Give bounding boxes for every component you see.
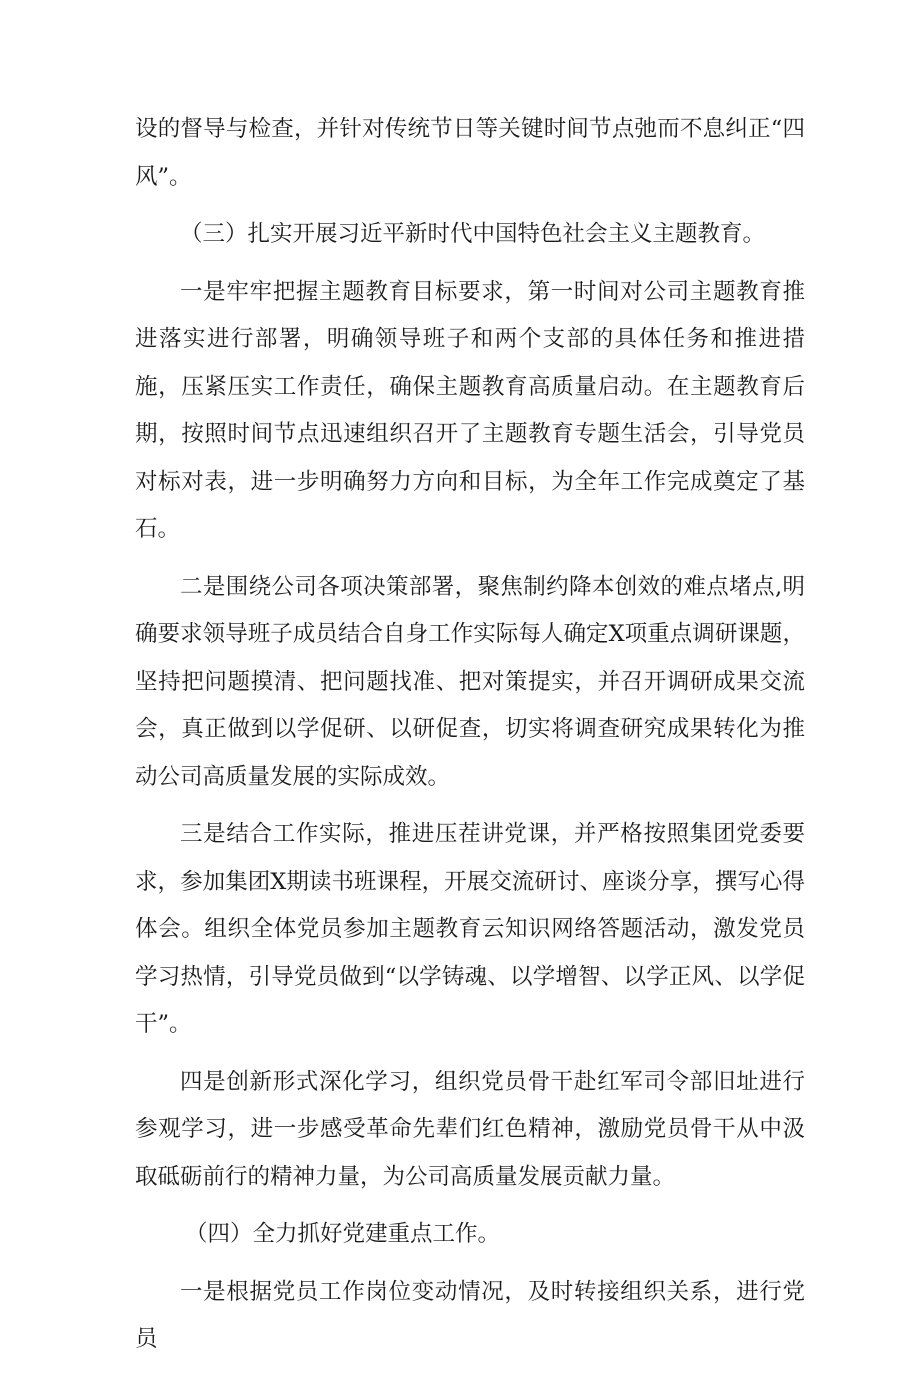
paragraph-fifth-point: 一是根据党员工作岗位变动情况，及时转接组织关系，进行党员 <box>135 1278 805 1352</box>
paragraph-third-point: 三是结合工作实际，推进压茬讲党课，并严格按照集团党委要求，参加集团X期读书班课程，开展交流研讨、座谈分享，撰写心得体会。组织全体党员参加主题教育云知识网络答题活动，激发党员学习热情，引导党员做到“以学铸魂、以学增智、以学正风、以学促干”。 <box>135 821 805 1037</box>
paragraph-second-point: 二是围绕公司各项决策部署，聚焦制约降本创效的难点堵点,明确要求领导班子成员结合自身工作实际每人确定X项重点调研课题，坚持把问题摸清、把问题找准、把对策提实，并召开调研成果交流会，真正做到以学促研、以研促查，切实将调查研究成果转化为推动公司高质量发展的实际成效。 <box>135 573 805 790</box>
section-heading-3: （三）扎实开展习近平新时代中国特色社会主义主题教育。 <box>180 221 766 247</box>
paragraph-first-point: 一是牢牢把握主题教育目标要求，第一时间对公司主题教育推进落实进行部署，明确领导班子和两个支部的具体任务和推进措施，压紧压实工作责任，确保主题教育高质量启动。在主题教育后期，按照时间节点迅速组织召开了主题教育专题生活会，引导党员对标对表，进一步明确努力方向和目标，为全年工作完成奠定了基石。 <box>135 278 805 542</box>
paragraph-fourth-point: 四是创新形式深化学习，组织党员骨干赴红军司令部旧址进行参观学习，进一步感受革命先辈们红色精神，激励党员骨干从中汲取砥砺前行的精神力量，为公司高质量发展贡献力量。 <box>135 1068 805 1190</box>
section-heading-4: （四）全力抓好党建重点工作。 <box>185 1221 501 1247</box>
paragraph-continuation: 设的督导与检查，并针对传统节日等关键时间节点弛而不息纠正“四风”。 <box>135 116 805 190</box>
document-body <box>135 106 805 1374</box>
